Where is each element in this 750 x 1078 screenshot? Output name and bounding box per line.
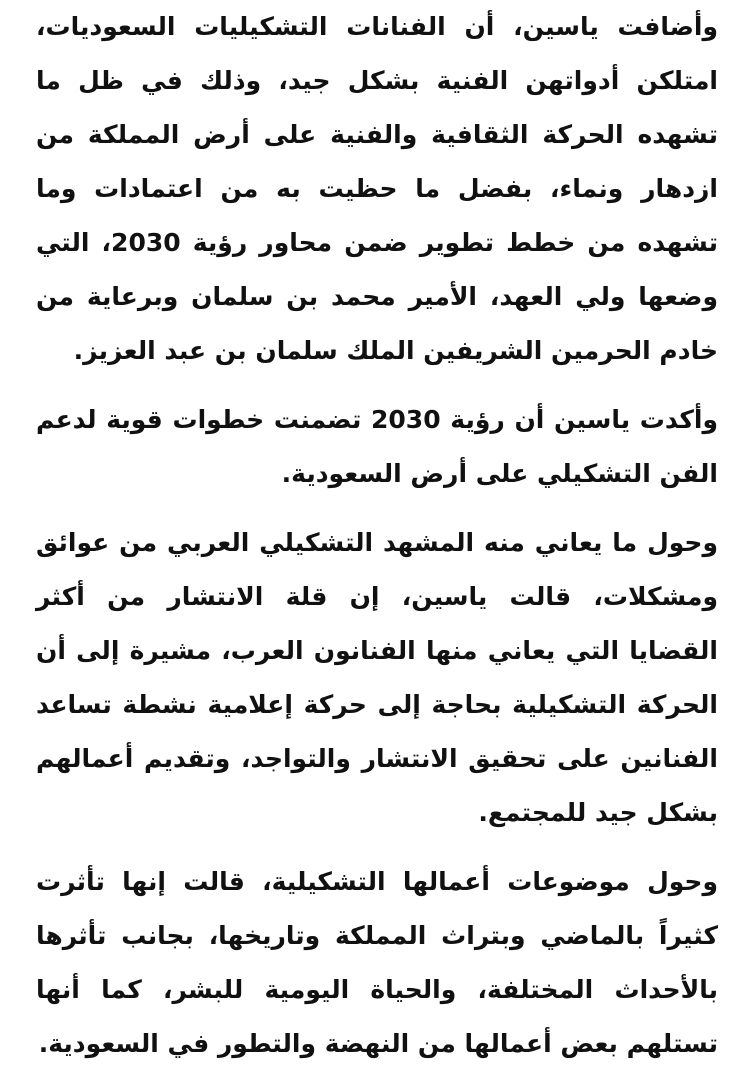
paragraph-1: وأضافت ياسين، أن الفنانات التشكيليات السعوديات، امتلكن أدواتهن الفنية بشكل جيد، وذلك في ظل ما تشهده الحركة الثقافية والفنية على أرض المملكة من ازدهار ونماء، بفضل ما حظيت به من اعتمادات وما تشهده من خطط تطوير ضمن محاور رؤية 2030، التي وضعها ولي العهد، الأمير محمد بن سلمان وبرعاية من خادم الحرمين الشريفين الملك سلمان بن عبد العزيز. [36, 12, 718, 365]
paragraph-4: وحول موضوعات أعمالها التشكيلية، قالت إنها تأثرت كثيراً بالماضي وبتراث المملكة وتاريخها، بجانب تأثرها بالأحداث المختلفة، والحياة اليومية للبشر، كما أنها تستلهم بعض أعمالها من النهضة والتطور في السعودية. [36, 867, 718, 1058]
paragraph-2: وأكدت ياسين أن رؤية 2030 تضمنت خطوات قوية لدعم الفن التشكيلي على أرض السعودية. [36, 405, 718, 488]
paragraph-3: وحول ما يعاني منه المشهد التشكيلي العربي من عوائق ومشكلات، قالت ياسين، إن قلة الانتشار من أكثر القضايا التي يعاني منها الفنانون العرب، مشيرة إلى أن الحركة التشكيلية بحاجة إلى حركة إعلامية نشطة تساعد الفنانين على تحقيق الانتشار والتواجد، وتقديم أعمالهم بشكل جيد للمجتمع. [36, 528, 718, 827]
